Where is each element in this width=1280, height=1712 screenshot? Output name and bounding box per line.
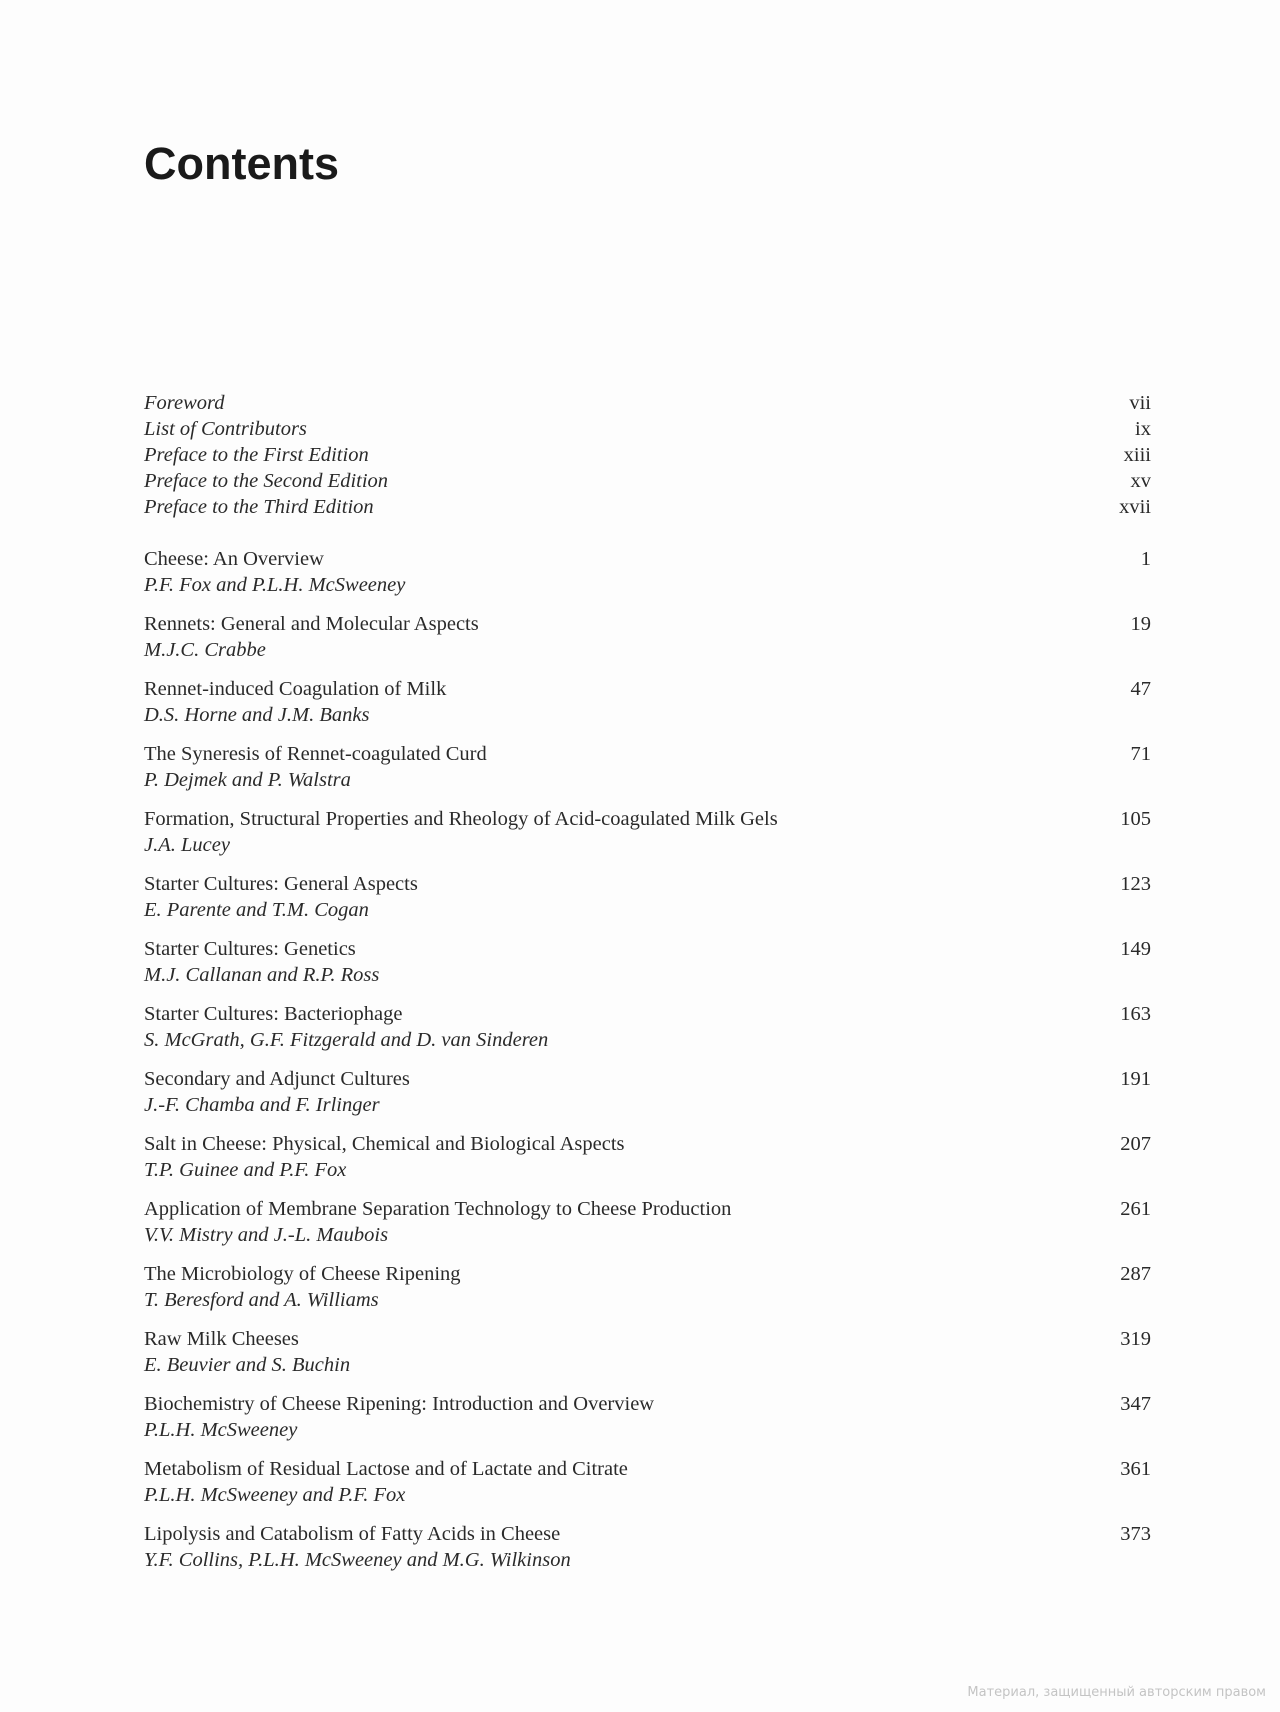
page-number: 123 — [1120, 873, 1151, 895]
chapter-title: Rennet-induced Coagulation of Milk — [144, 678, 447, 700]
chapter-title: Application of Membrane Separation Technology to Cheese Production — [144, 1198, 732, 1220]
chapter-authors: P. Dejmek and P. Walstra — [144, 769, 351, 791]
chapter-line — [144, 871, 1151, 897]
page-number: 261 — [1120, 1198, 1151, 1220]
page-number: 19 — [1130, 613, 1151, 635]
chapter-authors: P.F. Fox and P.L.H. McSweeney — [144, 574, 406, 596]
chapter-line — [144, 611, 1151, 637]
page-number: xiii — [1123, 444, 1151, 466]
chapter-authors: P.L.H. McSweeney and P.F. Fox — [144, 1484, 406, 1506]
chapter-authors: Y.F. Collins, P.L.H. McSweeney and M.G. Wilkinson — [144, 1549, 571, 1571]
page-number: 191 — [1120, 1068, 1151, 1090]
chapter-entry[interactable] — [144, 1196, 1151, 1261]
page-number: 1 — [1140, 548, 1151, 570]
front-matter-item[interactable] — [144, 390, 1151, 416]
chapter-entry[interactable] — [144, 1456, 1151, 1521]
chapter-authors: E. Parente and T.M. Cogan — [144, 899, 369, 921]
chapter-line — [144, 1001, 1151, 1027]
chapter-entry[interactable] — [144, 1391, 1151, 1456]
chapter-authors: S. McGrath, G.F. Fitzgerald and D. van Sinderen — [144, 1029, 549, 1051]
front-matter-title: Preface to the First Edition — [144, 444, 369, 466]
page-title: Contents — [144, 138, 339, 189]
chapter-entry[interactable] — [144, 871, 1151, 936]
page-number: 287 — [1120, 1263, 1151, 1285]
page-number: 47 — [1130, 678, 1151, 700]
chapter-title: Biochemistry of Cheese Ripening: Introduction and Overview — [144, 1393, 655, 1415]
page-number: 149 — [1120, 938, 1151, 960]
chapter-line — [144, 1131, 1151, 1157]
chapter-entry[interactable] — [144, 1326, 1151, 1391]
chapter-entry[interactable] — [144, 806, 1151, 871]
front-matter-title: Preface to the Second Edition — [144, 470, 389, 492]
chapter-line — [144, 1261, 1151, 1287]
chapter-line — [144, 741, 1151, 767]
chapter-title: Lipolysis and Catabolism of Fatty Acids in Cheese — [144, 1523, 561, 1545]
page-number: xvii — [1119, 496, 1151, 518]
front-matter-item[interactable] — [144, 442, 1151, 468]
chapter-entry[interactable] — [144, 1521, 1151, 1586]
front-matter-item[interactable] — [144, 494, 1151, 520]
chapter-line — [144, 1196, 1151, 1222]
page-number: vii — [1129, 392, 1151, 414]
chapter-title: Starter Cultures: Bacteriophage — [144, 1003, 403, 1025]
chapter-authors: E. Beuvier and S. Buchin — [144, 1354, 351, 1376]
front-matter-item[interactable] — [144, 416, 1151, 442]
table-of-contents — [144, 390, 1151, 1586]
chapter-title: The Microbiology of Cheese Ripening — [144, 1263, 461, 1285]
page-number: 361 — [1120, 1458, 1151, 1480]
page-number: 71 — [1130, 743, 1151, 765]
front-matter-title: Foreword — [144, 392, 225, 414]
chapter-authors: D.S. Horne and J.M. Banks — [144, 704, 370, 726]
page-number: xv — [1130, 470, 1151, 492]
chapter-title: Salt in Cheese: Physical, Chemical and Biological Aspects — [144, 1133, 625, 1155]
copyright-watermark: Материал, защищенный авторским правом — [967, 1685, 1266, 1700]
chapter-authors: P.L.H. McSweeney — [144, 1419, 298, 1441]
chapter-line — [144, 1066, 1151, 1092]
chapter-title: Formation, Structural Properties and Rheology of Acid-coagulated Milk Gels — [144, 808, 778, 830]
chapter-entry[interactable] — [144, 1001, 1151, 1066]
chapter-authors: M.J.C. Crabbe — [144, 639, 266, 661]
page-number: 347 — [1120, 1393, 1151, 1415]
chapter-title: Rennets: General and Molecular Aspects — [144, 613, 479, 635]
chapter-line — [144, 676, 1151, 702]
page-number: 319 — [1120, 1328, 1151, 1350]
chapter-line — [144, 1391, 1151, 1417]
chapter-title: Metabolism of Residual Lactose and of Lactate and Citrate — [144, 1458, 628, 1480]
chapter-authors: J.-F. Chamba and F. Irlinger — [144, 1094, 380, 1116]
front-matter-list — [144, 390, 1151, 520]
chapter-line — [144, 936, 1151, 962]
chapter-entry[interactable] — [144, 546, 1151, 611]
chapter-line — [144, 1456, 1151, 1482]
front-matter-title: List of Contributors — [144, 418, 307, 440]
front-matter-title: Preface to the Third Edition — [144, 496, 374, 518]
chapter-authors: T. Beresford and A. Williams — [144, 1289, 379, 1311]
chapter-entry[interactable] — [144, 1131, 1151, 1196]
chapter-entry[interactable] — [144, 1066, 1151, 1131]
front-matter-item[interactable] — [144, 468, 1151, 494]
chapter-title: Cheese: An Overview — [144, 548, 324, 570]
chapter-title: Starter Cultures: Genetics — [144, 938, 356, 960]
chapter-authors: J.A. Lucey — [144, 834, 230, 856]
page-number: 105 — [1120, 808, 1151, 830]
chapter-entry[interactable] — [144, 611, 1151, 676]
chapter-authors: T.P. Guinee and P.F. Fox — [144, 1159, 347, 1181]
page-number: 163 — [1120, 1003, 1151, 1025]
chapter-title: The Syneresis of Rennet-coagulated Curd — [144, 743, 487, 765]
chapter-line — [144, 546, 1151, 572]
page-number: 373 — [1120, 1523, 1151, 1545]
chapter-authors: V.V. Mistry and J.-L. Maubois — [144, 1224, 389, 1246]
page-number: 207 — [1120, 1133, 1151, 1155]
chapter-entry[interactable] — [144, 936, 1151, 1001]
chapter-entry[interactable] — [144, 741, 1151, 806]
chapter-authors: M.J. Callanan and R.P. Ross — [144, 964, 380, 986]
chapter-line — [144, 1521, 1151, 1547]
chapter-title: Secondary and Adjunct Cultures — [144, 1068, 410, 1090]
chapter-line — [144, 806, 1151, 832]
chapter-line — [144, 1326, 1151, 1352]
chapter-title: Starter Cultures: General Aspects — [144, 873, 418, 895]
chapter-entry[interactable] — [144, 676, 1151, 741]
page-number: ix — [1135, 418, 1151, 440]
chapter-title: Raw Milk Cheeses — [144, 1328, 299, 1350]
chapter-entry[interactable] — [144, 1261, 1151, 1326]
chapter-list — [144, 546, 1151, 1586]
